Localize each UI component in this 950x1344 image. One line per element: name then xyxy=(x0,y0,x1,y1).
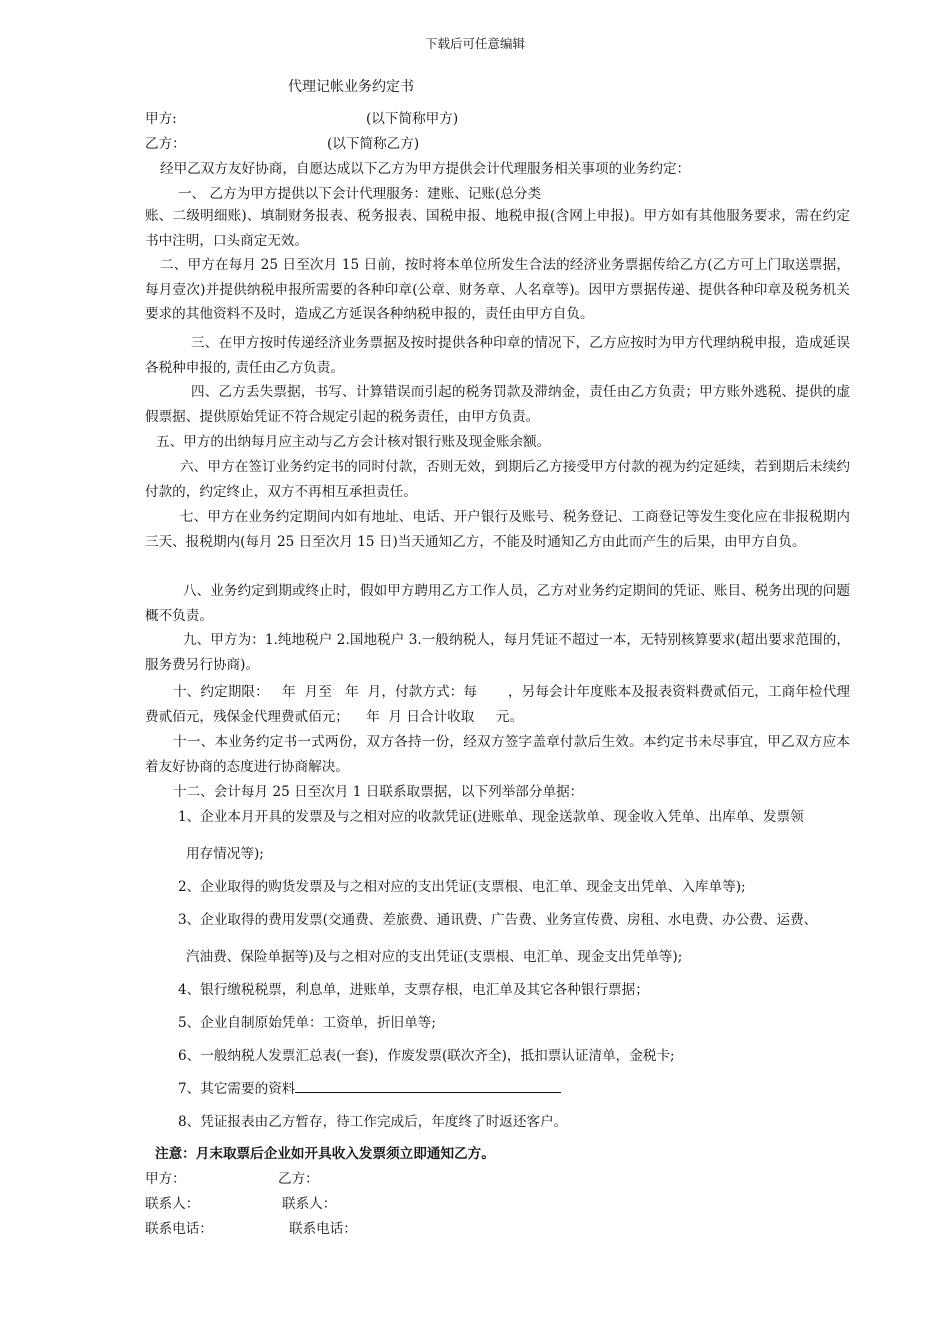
list-item-1-continued: 用存情况等); xyxy=(186,846,264,862)
clause-1-first-line: 一、 乙方为甲方提供以下会计代理服务：建账、记账(总分类 xyxy=(178,186,542,202)
fill-in-underline xyxy=(295,1080,561,1093)
party-b-note: (以下简称乙方) xyxy=(327,136,420,152)
clause-5: 五、甲方的出纳每月应主动与乙方会计核对银行账及现金账余额。 xyxy=(156,434,551,450)
signature-phone-b: 联系电话： xyxy=(289,1221,357,1237)
signature-party-b: 乙方： xyxy=(278,1171,319,1187)
list-item-6: 6、一般纳税人发票汇总表(一套)，作废发票(联次齐全)，抵扣票认证清单，金税卡; xyxy=(178,1048,675,1064)
list-item-1: 1、企业本月开具的发票及与之相对应的收款凭证(进账单、现金送款单、现金收入凭单、出库单、发票领 xyxy=(178,809,804,825)
list-item-4: 4、银行缴税税票，利息单，进账单，支票存根，电汇单及其它各种银行票据； xyxy=(178,982,649,998)
clause-10: 十、约定期限： 年 月至 年 月，付款方式：每 ，另每会计年度账本及报表资料费贰佰元，工商年检代理费贰佰元，残保金代理费贰佰元； 年 月 日合计收取 元。 xyxy=(145,684,850,725)
clause-3: 三、在甲方按时传递经济业务票据及按时提供各种印章的情况下，乙方应按时为甲方代理纳税申报，造成延误各税种申报的, 责任由乙方负责。 xyxy=(145,335,850,376)
list-item-3-continued: 汽油费、保险单据等)及与之相对应的支出凭证(支票根、电汇单、现金支出凭单等); xyxy=(186,949,683,965)
clause-2: 二、甲方在每月 25 日至次月 15 日前，按时将本单位所发生合法的经济业务票据传给乙方(乙方可上门取送票据，每月壹次)并提供纳税申报所需要的各种印章(公章、财务章、人名章等)。因甲方票据传递、提供各种印章及税务机关要求的其他资料不及时，造成乙方延误各种纳税申报的，责任由甲方自负。 xyxy=(145,257,850,323)
list-item-8: 8、凭证报表由乙方暂存，待工作完成后，年度终了时返还客户。 xyxy=(178,1114,568,1130)
clause-11: 十一、本业务约定书一式两份，双方各持一份，经双方签字盖章付款后生效。本约定书未尽事宜，甲乙双方应本着友好协商的态度进行协商解决。 xyxy=(145,734,850,775)
notice-text: 注意：月末取票后企业如开具收入发票须立即通知乙方。 xyxy=(155,1146,495,1162)
clause-1-body: 账、二级明细账)、填制财务报表、税务报表、国税申报、地税申报(含网上申报)。甲方如有其他服务要求，需在约定书中注明，口头商定无效。 xyxy=(145,208,850,249)
clause-6: 六、甲方在签订业务约定书的同时付款，否则无效，到期后乙方接受甲方付款的视为约定延续，若到期后未续约付款的，约定终止，双方不再相互承担责任。 xyxy=(145,459,850,500)
page-header: 下载后可任意编辑 xyxy=(424,36,525,51)
party-a-note: (以下简称甲方) xyxy=(366,111,459,127)
intro-paragraph: 经甲乙双方友好协商，自愿达成以下乙方为甲方提供会计代理服务相关事项的业务约定： xyxy=(160,161,691,177)
party-b-label: 乙方： xyxy=(145,136,186,152)
clause-7: 七、甲方在业务约定期间内如有地址、电话、开户银行及账号、税务登记、工商登记等发生变化应在非报税期内三天、报税期内(每月 25 日至次月 15 日)当天通知乙方，不能及时通知乙方由此而产生的后果，由甲方自负。 xyxy=(145,509,850,550)
signature-party-a: 甲方： xyxy=(145,1171,186,1187)
document-title: 代理记帐业务约定书 xyxy=(288,79,414,95)
list-item-3: 3、企业取得的费用发票(交通费、差旅费、通讯费、广告费、业务宣传费、房租、水电费、办公费、运费、 xyxy=(178,912,818,928)
clause-12: 十二、会计每月 25 日至次月 1 日联系取票据，以下列举部分单据： xyxy=(173,784,584,800)
signature-phone-a: 联系电话： xyxy=(145,1221,213,1237)
clause-9: 九、甲方为：1.纯地税户 2.国地税户 3.一般纳税人，每月凭证不超过一本，无特别核算要求(超出要求范围的，服务费另行协商)。 xyxy=(145,632,850,673)
clause-8: 八、业务约定到期或终止时，假如甲方聘用乙方工作人员，乙方对业务约定期间的凭证、账目、税务出现的问题概不负责。 xyxy=(145,583,850,624)
list-item-7 xyxy=(178,1080,561,1098)
list-item-2: 2、企业取得的购货发票及与之相对应的支出凭证(支票根、电汇单、现金支出凭单、入库单等); xyxy=(178,879,746,895)
signature-contact-a: 联系人： xyxy=(145,1196,200,1212)
list-item-5: 5、企业自制原始凭单：工资单，折旧单等; xyxy=(178,1015,436,1031)
clause-4: 四、乙方丢失票据，书写、计算错误而引起的税务罚款及滞纳金，责任由乙方负责；甲方账外逃税、提供的虚假票据、提供原始凭证不符合规定引起的税务责任，由甲方负责。 xyxy=(145,384,850,425)
party-a-label: 甲方: xyxy=(145,111,177,127)
signature-contact-b: 联系人： xyxy=(282,1196,337,1212)
list-item-7-label: 7、其它需要的资料 xyxy=(178,1081,296,1097)
